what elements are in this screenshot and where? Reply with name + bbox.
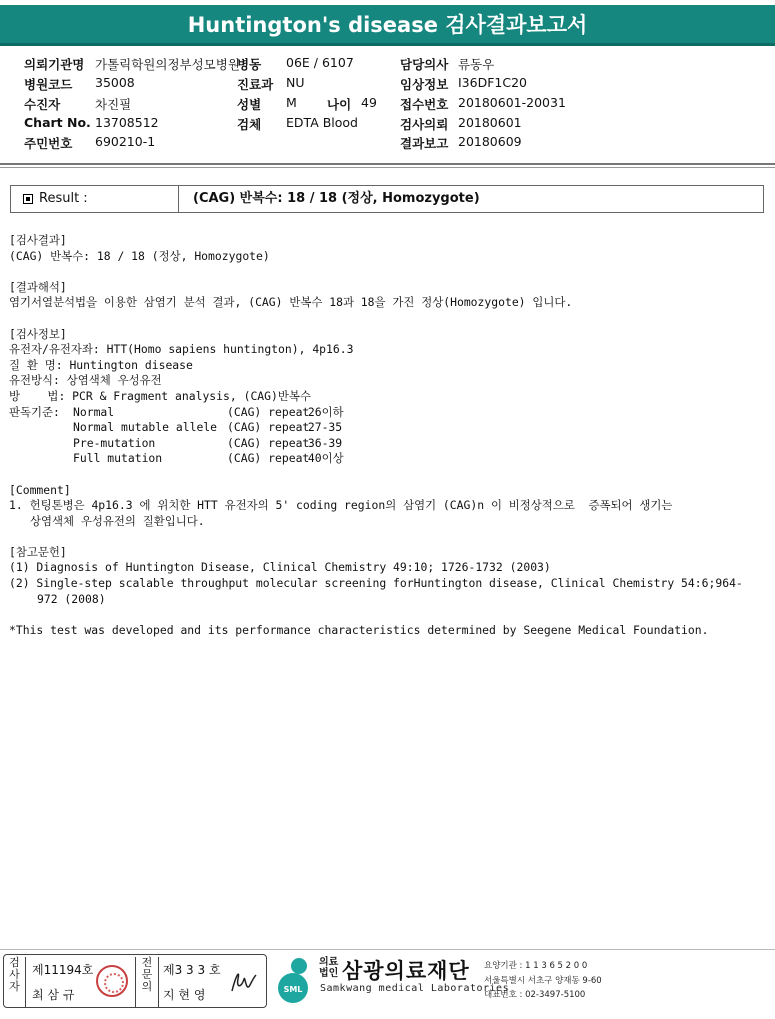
- criteria-name: Normal mutable allele: [73, 420, 218, 435]
- approver-name: 지 현 영: [163, 988, 206, 1002]
- footer-divider: [0, 949, 775, 950]
- criteria-range: 40이상: [307, 451, 344, 466]
- approver-number: 제3 3 3 호: [163, 963, 221, 977]
- gene-line: 유전자/유전자좌: HTT(Homo sapiens huntington), 4p16.3: [9, 342, 354, 357]
- reference-2-cont: 972 (2008): [37, 591, 106, 606]
- comment-line-1: 1. 헌팅톤병은 4p16.3 에 위치한 HTT 유전자의 5' coding region의 삼염기 (CAG)n 이 비정상적으로 증폭되어 생기는: [9, 498, 673, 513]
- report-date-label: 결과보고: [400, 136, 449, 151]
- org-prefix: [319, 957, 338, 979]
- criteria-row: [9, 436, 769, 452]
- result-box: [10, 185, 764, 213]
- criteria-name: Pre-mutation: [73, 435, 156, 450]
- department-value: NU: [286, 75, 305, 90]
- criteria-name: Normal: [73, 404, 115, 419]
- header-row-2: [0, 75, 775, 95]
- sex-label: 성별: [237, 97, 262, 112]
- header-info: [0, 52, 775, 164]
- report-title: Huntington's disease 검사결과보고서: [0, 5, 775, 46]
- hospital-code-value: 35008: [95, 75, 135, 90]
- header-row-1: [0, 55, 775, 75]
- org-prefix-1: 의료: [319, 957, 339, 968]
- result-label-cell: [11, 186, 179, 212]
- seal-stamp-icon: [96, 965, 128, 997]
- department-label: 진료과: [237, 77, 274, 92]
- institution-value: 가톨릭학원의정부성모병원: [95, 57, 240, 72]
- criteria-unit: (CAG) repeat: [227, 435, 310, 450]
- clinical-info-label: 임상정보: [400, 77, 449, 92]
- criteria-unit: (CAG) repeat: [227, 451, 310, 466]
- sex-value: M: [286, 95, 297, 110]
- criteria-name: Full mutation: [73, 451, 163, 466]
- specimen-label: 검체: [237, 117, 262, 132]
- inspector-label-char: 검: [9, 956, 20, 969]
- method-line: 방 법: PCR & Fragment analysis, (CAG)반복수: [9, 388, 311, 403]
- approver-label-char: 문: [141, 968, 153, 981]
- signature-icon: [226, 965, 262, 999]
- inspector-label-char: 사: [9, 968, 20, 981]
- institution-label: 의뢰기관명: [24, 57, 85, 72]
- exam-result-heading: [검사결과]: [9, 233, 67, 247]
- ward-label: 병동: [237, 57, 262, 72]
- result-value: (CAG) 반복수: 18 / 18 (정상, Homozygote): [193, 191, 480, 206]
- criteria-unit: (CAG) repeat: [227, 404, 310, 419]
- signature-box: [3, 954, 267, 1008]
- exam-result-section: [9, 233, 769, 264]
- org-prefix-2: 법인: [319, 968, 339, 979]
- comment-line-2: 상염색체 우성유전의 질환입니다.: [30, 513, 205, 528]
- header-row-4: [0, 115, 775, 135]
- inspector-name: 최 삼 규: [32, 988, 75, 1002]
- patient-value: 차진필: [95, 97, 132, 112]
- exam-info-section: [9, 327, 769, 467]
- disclaimer: *This test was developed and its performance characteristics determined by Seegene Medical Foundation.: [9, 622, 709, 637]
- report-date-value: 20180609: [458, 134, 522, 149]
- header-row-5: [0, 134, 775, 154]
- hospital-code-label: 병원코드: [24, 77, 73, 92]
- approver-vertical-label: [135, 957, 159, 1007]
- chart-no-value: 13708512: [95, 115, 159, 130]
- criteria-label: 판독기준:: [9, 404, 60, 419]
- ward-value: 06E / 6107: [286, 55, 354, 70]
- square-bullet-icon: [23, 194, 33, 204]
- request-date-value: 20180601: [458, 115, 522, 130]
- approver-label-char: 전: [141, 956, 153, 969]
- interpretation-heading: [결과해석]: [9, 279, 67, 294]
- receipt-no-value: 20180601-20031: [458, 95, 566, 110]
- patient-label: 수진자: [24, 97, 61, 112]
- header-divider-thin: [0, 167, 775, 168]
- comment-section: [9, 483, 769, 530]
- disease-line: 질 환 명: Huntington disease: [9, 357, 193, 372]
- resident-no-value: 690210-1: [95, 134, 156, 149]
- inheritance-line: 유전방식: 상염색체 우성유전: [9, 373, 162, 388]
- request-date-label: 검사의뢰: [400, 117, 449, 132]
- org-phone: 대표번호 : 02-3497-5100: [484, 990, 586, 1000]
- logo-text: SML: [283, 985, 303, 994]
- interpretation-line: 염기서열분석법을 이용한 삼염기 분석 결과, (CAG) 반복수 18과 18을 가진 정상(Homozygote) 입니다.: [9, 295, 573, 310]
- header-divider: [0, 163, 775, 165]
- chart-no-label: Chart No.: [24, 115, 91, 130]
- result-label: Result :: [39, 191, 88, 206]
- interpretation-section: [9, 280, 769, 311]
- references-heading: [참고문헌]: [9, 544, 67, 559]
- specimen-value: EDTA Blood: [286, 115, 358, 130]
- resident-no-label: 주민번호: [24, 136, 73, 151]
- exam-info-heading: [검사정보]: [9, 326, 67, 341]
- inspector-vertical-label: [4, 957, 26, 1007]
- criteria-row: [9, 405, 769, 421]
- comment-heading: [Comment]: [9, 482, 71, 497]
- inspector-label-char: 자: [9, 980, 20, 993]
- criteria-range: 36-39: [307, 435, 343, 450]
- report-body: [9, 233, 769, 638]
- reference-2: (2) Single-step scalable throughput molecular screening forHuntington disease, Clinical Chemistry 54:6;964-: [9, 576, 743, 591]
- age-value: 49: [361, 95, 377, 110]
- criteria-range: 26이하: [307, 404, 344, 419]
- doctor-label: 담당의사: [400, 57, 449, 72]
- receipt-no-label: 접수번호: [400, 97, 449, 112]
- inspector-number: 제11194호: [32, 963, 94, 977]
- age-label: 나이: [327, 97, 352, 112]
- header-row-3: [0, 95, 775, 115]
- reference-1: (1) Diagnosis of Huntington Disease, Clinical Chemistry 49:10; 1726-1732 (2003): [9, 560, 551, 575]
- criteria-unit: (CAG) repeat: [227, 420, 310, 435]
- org-english-name: Samkwang medical Laboratories: [320, 983, 510, 994]
- org-name: 삼광의료재단: [342, 959, 470, 983]
- doctor-value: 류동우: [458, 57, 495, 72]
- references-section: [9, 545, 769, 607]
- criteria-range: 27-35: [307, 420, 343, 435]
- sml-logo-icon: [271, 956, 315, 1006]
- approver-label-char: 의: [141, 980, 153, 993]
- care-code: 요양기관 : 1 1 3 6 5 2 0 0: [484, 961, 588, 971]
- criteria-row: [9, 420, 769, 436]
- org-address: 서울특별시 서초구 양재동 9-60: [484, 976, 602, 986]
- criteria-row: [9, 451, 769, 467]
- exam-result-line: (CAG) 반복수: 18 / 18 (정상, Homozygote): [9, 248, 270, 263]
- clinical-info-value: I36DF1C20: [458, 75, 527, 90]
